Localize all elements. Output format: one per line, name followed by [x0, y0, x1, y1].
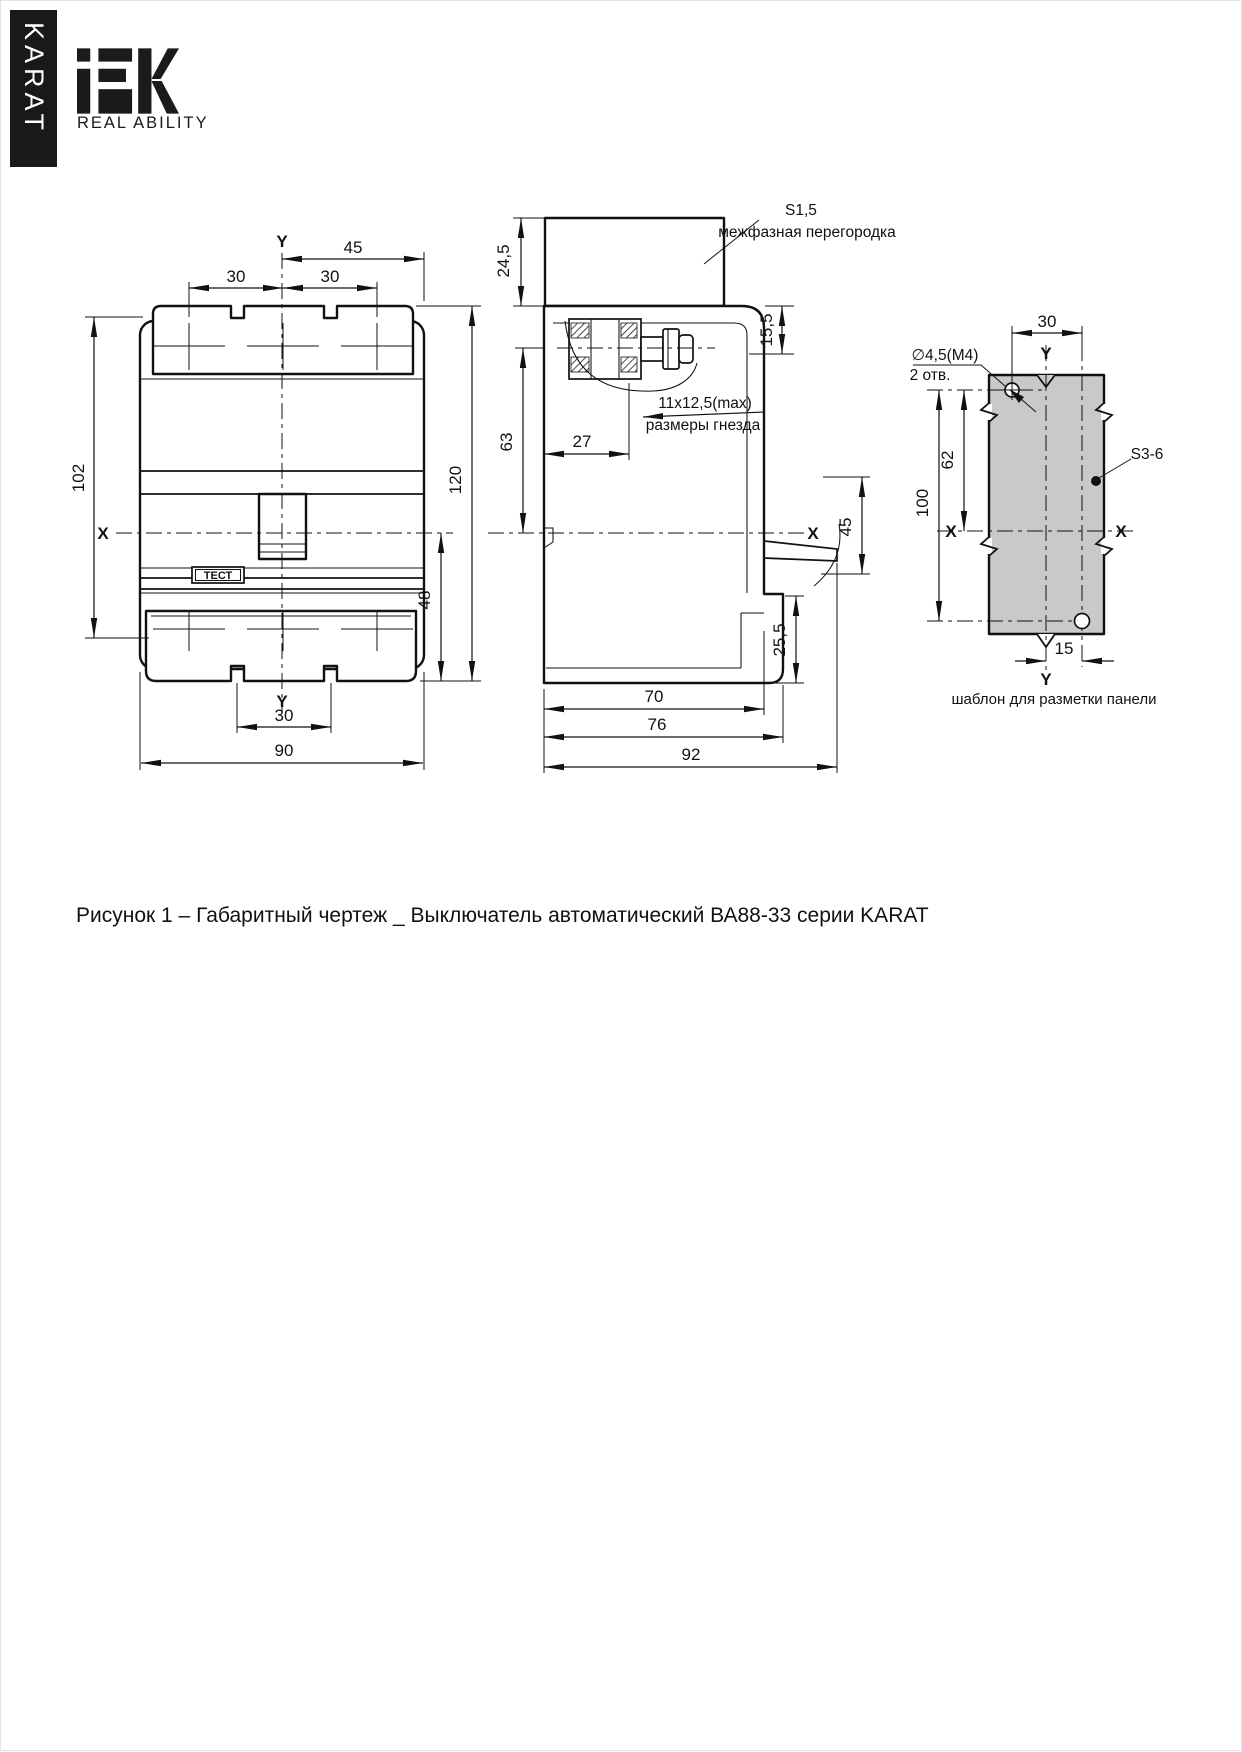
terminal-bolt-shaft	[641, 337, 663, 361]
svg-text:102: 102	[69, 463, 88, 493]
dim-front-102	[69, 317, 149, 638]
svg-text:92: 92	[681, 745, 701, 764]
svg-text:62: 62	[938, 450, 957, 470]
brand-tagline: REAL ABILITY	[77, 114, 209, 132]
dim-template-15	[1015, 639, 1114, 661]
side-axis-x: X	[807, 524, 819, 543]
front-view	[69, 232, 481, 770]
template-bottom-hole	[1075, 614, 1090, 629]
barrier-label	[704, 202, 896, 264]
svg-text:11x12,5(max): 11x12,5(max)	[658, 395, 752, 412]
svg-text:120: 120	[446, 465, 465, 495]
dimensional-drawing	[1, 1, 1242, 1752]
svg-text:∅4,5(M4): ∅4,5(M4)	[911, 347, 979, 364]
front-axis-y-top: Y	[276, 232, 288, 251]
svg-text:15: 15	[1054, 639, 1074, 658]
dim-side-63	[497, 348, 544, 533]
svg-text:76: 76	[647, 715, 667, 734]
test-button	[192, 567, 244, 583]
svg-text:2 отв.: 2 отв.	[909, 367, 951, 384]
test-button-label: ТЕСТ	[203, 570, 233, 582]
dim-side-45	[821, 477, 870, 574]
side-toggle-handle	[764, 541, 837, 561]
svg-text:30: 30	[226, 267, 246, 286]
svg-text:100: 100	[913, 488, 932, 518]
dim-front-30-bottom	[237, 706, 331, 727]
svg-text:30: 30	[274, 706, 294, 725]
dim-template-62	[938, 390, 964, 531]
svg-text:48: 48	[415, 590, 434, 610]
svg-text:70: 70	[644, 687, 664, 706]
svg-text:межфазная перегородка: межфазная перегородка	[718, 224, 896, 241]
svg-text:30: 30	[1037, 312, 1057, 331]
interphase-barrier	[545, 218, 724, 306]
template-axis-y-top: Y	[1040, 344, 1052, 363]
svg-text:S3-6: S3-6	[1130, 446, 1164, 463]
template-axis-y-bottom: Y	[1040, 670, 1052, 689]
dim-front-120	[416, 306, 481, 681]
svg-text:90: 90	[274, 741, 294, 760]
dim-template-100	[913, 390, 939, 621]
template-axis-x-right: X	[1115, 522, 1127, 541]
svg-text:63: 63	[497, 432, 516, 452]
svg-text:S1,5: S1,5	[785, 202, 817, 219]
template-caption: шаблон для разметки панели	[951, 691, 1157, 708]
side-view	[488, 202, 896, 773]
svg-text:24,5: 24,5	[494, 244, 513, 278]
dim-side-76	[544, 685, 783, 743]
dim-side-24_5	[494, 218, 545, 306]
svg-text:45: 45	[343, 238, 363, 257]
series-banner-text: KARAT	[19, 22, 49, 136]
front-axis-x: X	[97, 524, 109, 543]
svg-text:45: 45	[836, 517, 855, 537]
svg-text:25,5: 25,5	[770, 623, 789, 657]
svg-text:30: 30	[320, 267, 340, 286]
svg-text:размеры гнезда: размеры гнезда	[645, 417, 761, 434]
svg-text:15,5: 15,5	[757, 313, 776, 347]
front-bottom-terminal-block	[146, 611, 416, 681]
terminal-bolt-head	[663, 329, 679, 369]
svg-text:27: 27	[572, 432, 592, 451]
front-axis-y-bottom: Y	[276, 692, 288, 711]
dim-front-45	[282, 238, 424, 301]
panel-template-view	[910, 312, 1164, 708]
template-axis-x-left: X	[945, 522, 957, 541]
figure-caption: Рисунок 1 – Габаритный чертеж _ Выключатель автоматический ВА88-33 серии KARAT	[76, 904, 929, 927]
